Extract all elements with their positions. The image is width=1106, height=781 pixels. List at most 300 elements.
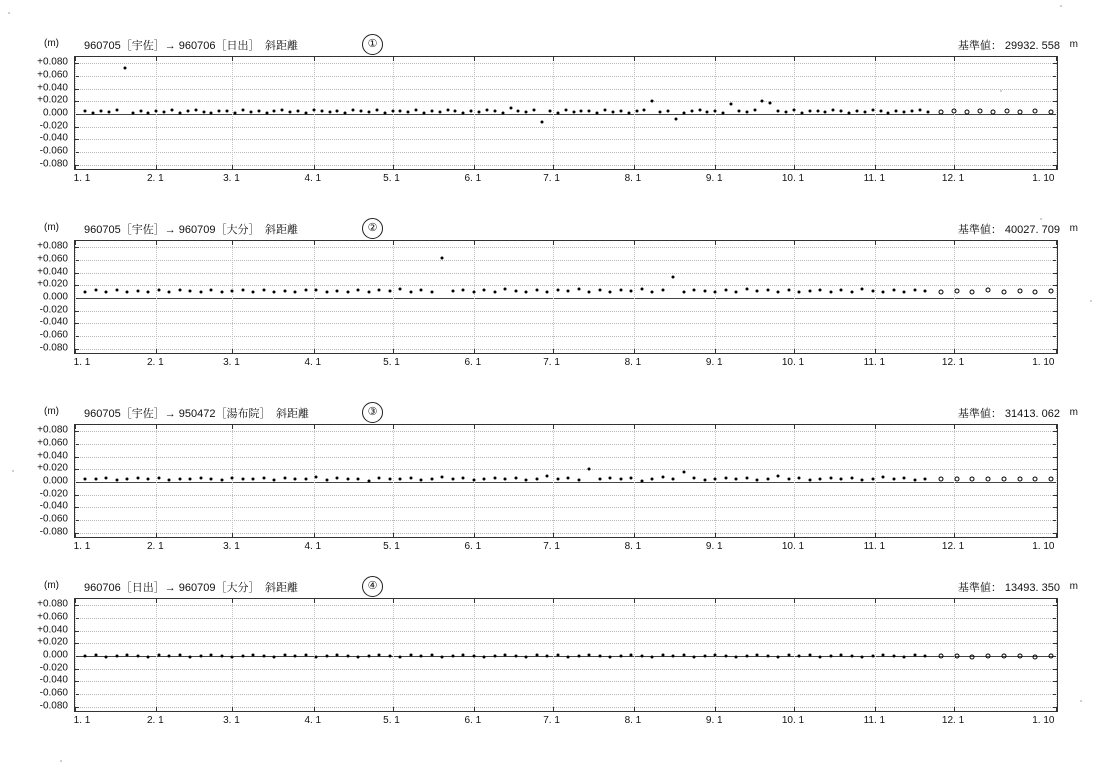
x-tick xyxy=(1056,241,1057,245)
gridline-horizontal xyxy=(75,507,1057,508)
data-point xyxy=(714,109,717,112)
data-point xyxy=(501,111,504,114)
x-tick xyxy=(954,349,955,353)
data-point xyxy=(84,655,87,658)
data-point xyxy=(210,654,213,657)
gridline-horizontal xyxy=(75,457,1057,458)
y-axis-tick-label: +0.080 xyxy=(37,56,68,68)
x-tick xyxy=(75,533,76,537)
scan-artifact xyxy=(60,760,62,762)
data-point xyxy=(816,109,819,112)
data-point xyxy=(168,290,171,293)
x-axis-tick-label: 6. 1 xyxy=(464,357,482,368)
gridline-horizontal xyxy=(75,533,1057,534)
scan-artifact xyxy=(1090,300,1092,302)
data-point xyxy=(682,111,685,114)
plot-frame xyxy=(74,424,1058,538)
data-point xyxy=(360,110,363,113)
gridline-vertical xyxy=(232,241,233,353)
data-point xyxy=(682,290,685,293)
chart-title: 960705［宇佐］→ 950472［湯布院］ 斜距離 xyxy=(84,408,309,420)
data-point xyxy=(493,476,496,479)
data-point xyxy=(535,288,538,291)
data-point xyxy=(92,111,95,114)
scan-artifact xyxy=(8,12,10,14)
data-point xyxy=(105,477,108,480)
data-point xyxy=(157,654,160,657)
x-tick xyxy=(794,349,795,353)
data-point xyxy=(249,111,252,114)
data-point xyxy=(918,109,921,112)
data-point xyxy=(892,289,895,292)
gridline-vertical xyxy=(875,57,876,169)
data-point xyxy=(611,111,614,114)
data-point xyxy=(619,109,622,112)
data-point xyxy=(938,476,943,481)
x-tick xyxy=(715,241,716,245)
data-point xyxy=(147,655,150,658)
data-point xyxy=(609,290,612,293)
data-point xyxy=(619,478,622,481)
data-point xyxy=(913,288,916,291)
data-point xyxy=(661,289,664,292)
y-axis-tick-label: -0.020 xyxy=(39,120,68,132)
data-point xyxy=(1049,477,1054,482)
scan-artifact xyxy=(1040,218,1042,220)
x-tick xyxy=(875,707,876,711)
data-point xyxy=(126,477,129,480)
data-point xyxy=(829,476,832,479)
data-point xyxy=(407,111,410,114)
gridline-vertical xyxy=(715,241,716,353)
data-point xyxy=(792,109,795,112)
x-tick xyxy=(393,349,394,353)
data-point xyxy=(787,478,790,481)
data-point xyxy=(766,288,769,291)
gridline-vertical xyxy=(794,241,795,353)
data-point xyxy=(640,288,643,291)
gridline-vertical xyxy=(634,57,635,169)
gridline-vertical xyxy=(634,425,635,537)
data-point xyxy=(659,111,662,114)
data-point xyxy=(483,289,486,292)
data-point xyxy=(409,477,412,480)
x-tick xyxy=(794,425,795,429)
data-point xyxy=(399,288,402,291)
data-point xyxy=(483,477,486,480)
data-point xyxy=(970,476,975,481)
x-tick xyxy=(156,599,157,603)
data-point xyxy=(388,655,391,658)
plot-area xyxy=(74,598,1058,712)
x-axis-tick-label: 3. 1 xyxy=(223,541,240,552)
data-point xyxy=(315,655,318,658)
unit-label: (m) xyxy=(44,580,59,591)
x-tick xyxy=(875,241,876,245)
data-point xyxy=(325,479,328,482)
unit-label: (m) xyxy=(44,38,59,49)
data-point xyxy=(693,477,696,480)
data-point xyxy=(283,290,286,293)
data-point xyxy=(220,290,223,293)
x-tick xyxy=(954,57,955,61)
gridline-vertical xyxy=(875,425,876,537)
data-point xyxy=(766,477,769,480)
data-point xyxy=(861,479,864,482)
data-point xyxy=(630,654,633,657)
data-point xyxy=(504,288,507,291)
data-point xyxy=(954,654,959,659)
data-point xyxy=(737,110,740,113)
chart-panel xyxy=(0,220,1106,368)
y-axis-labels xyxy=(0,424,72,538)
x-tick xyxy=(314,425,315,429)
gridline-vertical xyxy=(314,425,315,537)
y-axis-tick-label: +0.040 xyxy=(37,82,68,94)
y-axis-tick-label: -0.040 xyxy=(39,674,68,686)
data-point xyxy=(861,288,864,291)
data-point xyxy=(546,475,549,478)
data-point xyxy=(346,291,349,294)
reference-unit: m xyxy=(1069,407,1078,418)
data-point xyxy=(703,655,706,658)
data-point xyxy=(430,477,433,480)
data-point xyxy=(735,655,738,658)
data-point xyxy=(283,654,286,657)
data-point xyxy=(871,290,874,293)
x-axis-tick-label: 9. 1 xyxy=(705,357,723,368)
gridline-horizontal xyxy=(75,336,1057,337)
gridline-vertical xyxy=(393,599,394,711)
x-tick xyxy=(715,425,716,429)
data-point xyxy=(1001,476,1006,481)
x-tick xyxy=(156,425,157,429)
x-tick xyxy=(954,599,955,603)
gridline-horizontal xyxy=(75,605,1057,606)
gridline-horizontal xyxy=(75,495,1057,496)
data-point xyxy=(682,654,685,657)
x-tick xyxy=(634,707,635,711)
data-point xyxy=(698,109,701,112)
x-tick xyxy=(553,241,554,245)
x-tick xyxy=(314,533,315,537)
x-tick xyxy=(1056,165,1057,169)
data-point xyxy=(346,655,349,658)
data-point xyxy=(640,479,643,482)
data-point xyxy=(970,289,975,294)
data-point xyxy=(438,111,441,114)
data-point xyxy=(787,289,790,292)
data-point xyxy=(189,478,192,481)
data-point xyxy=(819,655,822,658)
x-tick xyxy=(553,165,554,169)
y-axis-tick-label: +0.040 xyxy=(37,266,68,278)
reference-unit: m xyxy=(1069,39,1078,50)
data-point xyxy=(231,477,234,480)
data-point xyxy=(879,110,882,113)
data-point xyxy=(808,654,811,657)
data-point xyxy=(525,655,528,658)
data-point xyxy=(189,655,192,658)
chart-index-badge: ② xyxy=(362,218,383,239)
data-point xyxy=(344,111,347,114)
data-point xyxy=(564,109,567,112)
data-point xyxy=(567,477,570,480)
data-point xyxy=(304,654,307,657)
gridline-horizontal xyxy=(75,165,1057,166)
data-point xyxy=(123,67,126,70)
x-tick xyxy=(232,599,233,603)
data-point xyxy=(163,111,166,114)
data-point xyxy=(336,654,339,657)
gridline-vertical xyxy=(75,57,76,169)
y-axis-tick-label: -0.080 xyxy=(39,526,68,538)
data-point xyxy=(714,654,717,657)
gridline-horizontal xyxy=(75,63,1057,64)
gridline-vertical xyxy=(1056,57,1057,169)
gridline-vertical xyxy=(1056,241,1057,353)
x-axis-tick-label: 11. 1 xyxy=(863,357,886,368)
y-axis-tick-label: -0.040 xyxy=(39,132,68,144)
data-point xyxy=(420,289,423,292)
data-point xyxy=(328,111,331,114)
data-point xyxy=(722,111,725,114)
gridline-horizontal xyxy=(75,273,1057,274)
data-point xyxy=(178,288,181,291)
reference-unit: m xyxy=(1069,581,1078,592)
data-point xyxy=(422,111,425,114)
scan-artifact xyxy=(1080,700,1082,702)
data-point xyxy=(220,655,223,658)
data-point xyxy=(483,655,486,658)
data-point xyxy=(824,111,827,114)
data-point xyxy=(1033,476,1038,481)
x-tick xyxy=(75,165,76,169)
x-axis-tick-label: 1. 10 xyxy=(1032,357,1055,368)
x-tick xyxy=(232,165,233,169)
data-point xyxy=(420,479,423,482)
data-point xyxy=(178,111,181,114)
data-point xyxy=(283,477,286,480)
gridline-vertical xyxy=(553,57,554,169)
x-tick xyxy=(232,241,233,245)
gridline-horizontal xyxy=(75,152,1057,153)
data-point xyxy=(430,109,433,112)
gridline-horizontal xyxy=(75,285,1057,286)
data-point xyxy=(800,111,803,114)
data-point xyxy=(472,655,475,658)
x-axis-tick-label: 9. 1 xyxy=(705,173,723,184)
x-tick xyxy=(314,241,315,245)
data-point xyxy=(1004,109,1009,114)
x-tick xyxy=(474,241,475,245)
data-point xyxy=(986,654,991,659)
x-tick xyxy=(75,349,76,353)
data-point xyxy=(136,290,139,293)
data-point xyxy=(651,291,654,294)
data-point xyxy=(168,655,171,658)
x-axis-tick-label: 4. 1 xyxy=(304,715,322,726)
data-point xyxy=(672,276,675,279)
data-point xyxy=(346,478,349,481)
data-point xyxy=(850,290,853,293)
data-point xyxy=(970,654,975,659)
x-tick xyxy=(314,57,315,61)
x-tick xyxy=(954,707,955,711)
data-point xyxy=(938,110,943,115)
data-point xyxy=(84,110,87,113)
data-point xyxy=(94,654,97,657)
gridline-horizontal xyxy=(75,681,1057,682)
gridline-horizontal xyxy=(75,643,1057,644)
x-tick xyxy=(553,533,554,537)
data-point xyxy=(766,655,769,658)
x-axis-tick-label: 5. 1 xyxy=(383,541,400,552)
data-point xyxy=(297,109,300,112)
data-point xyxy=(514,477,517,480)
x-axis-tick-label: 2. 1 xyxy=(147,715,164,726)
data-point xyxy=(651,655,654,658)
data-point xyxy=(210,112,213,115)
data-point xyxy=(514,655,517,658)
data-point xyxy=(714,477,717,480)
data-point xyxy=(882,475,885,478)
gridline-horizontal xyxy=(75,260,1057,261)
data-point xyxy=(986,477,991,482)
data-point xyxy=(640,655,643,658)
gridline-horizontal xyxy=(75,139,1057,140)
data-point xyxy=(525,479,528,482)
data-point xyxy=(706,111,709,114)
x-tick xyxy=(474,533,475,537)
data-point xyxy=(126,654,129,657)
data-point xyxy=(954,477,959,482)
reference-value: 基準値： 29932. 558 xyxy=(957,40,1060,52)
data-point xyxy=(336,109,339,112)
data-point xyxy=(199,291,202,294)
y-axis-tick-label: 0.000 xyxy=(42,475,68,487)
reference-value: 基準値： 40027. 709 xyxy=(957,224,1060,236)
chart-title: 960705［宇佐］→ 960709［大分］ 斜距離 xyxy=(84,224,298,236)
data-point xyxy=(1017,110,1022,115)
data-point xyxy=(105,655,108,658)
x-axis-tick-label: 6. 1 xyxy=(464,173,482,184)
data-point xyxy=(262,655,265,658)
data-point xyxy=(273,479,276,482)
data-point xyxy=(105,291,108,294)
data-point xyxy=(769,102,772,105)
y-axis-tick-label: +0.020 xyxy=(37,94,68,106)
data-point xyxy=(548,110,551,113)
data-point xyxy=(273,290,276,293)
x-tick xyxy=(634,599,635,603)
data-point xyxy=(903,111,906,114)
y-axis-tick-label: 0.000 xyxy=(42,291,68,303)
data-point xyxy=(938,654,943,659)
gridline-horizontal xyxy=(75,349,1057,350)
data-point xyxy=(462,111,465,114)
x-axis-tick-label: 12. 1 xyxy=(941,357,965,368)
x-tick xyxy=(875,425,876,429)
data-point xyxy=(819,477,822,480)
x-tick xyxy=(553,349,554,353)
data-point xyxy=(808,479,811,482)
data-point xyxy=(139,110,142,113)
x-axis-tick-label: 3. 1 xyxy=(223,357,240,368)
x-tick xyxy=(75,57,76,61)
gridline-vertical xyxy=(474,241,475,353)
data-point xyxy=(241,655,244,658)
chart-index-badge: ④ xyxy=(362,576,383,597)
x-axis-labels xyxy=(74,715,1058,729)
data-point xyxy=(871,655,874,658)
data-point xyxy=(745,655,748,658)
x-tick xyxy=(715,165,716,169)
data-point xyxy=(126,290,129,293)
data-point xyxy=(661,654,664,657)
data-point xyxy=(226,110,229,113)
data-point xyxy=(136,476,139,479)
x-tick xyxy=(393,599,394,603)
data-point xyxy=(157,289,160,292)
gridline-vertical xyxy=(314,57,315,169)
x-tick xyxy=(875,57,876,61)
x-tick xyxy=(634,57,635,61)
data-point xyxy=(745,477,748,480)
x-tick xyxy=(474,349,475,353)
y-axis-tick-label: -0.060 xyxy=(39,329,68,341)
gridline-horizontal xyxy=(75,127,1057,128)
data-point xyxy=(848,111,851,114)
data-point xyxy=(938,289,943,294)
x-tick xyxy=(75,707,76,711)
data-point xyxy=(903,290,906,293)
data-point xyxy=(798,655,801,658)
x-tick xyxy=(314,707,315,711)
data-point xyxy=(952,109,957,114)
y-axis-tick-label: +0.080 xyxy=(37,424,68,436)
y-axis-tick-label: -0.020 xyxy=(39,304,68,316)
data-point xyxy=(462,477,465,480)
data-point xyxy=(294,291,297,294)
data-point xyxy=(703,479,706,482)
data-point xyxy=(388,290,391,293)
gridline-horizontal xyxy=(75,431,1057,432)
gridline-horizontal xyxy=(75,76,1057,77)
x-tick xyxy=(314,165,315,169)
data-point xyxy=(693,288,696,291)
y-axis-tick-label: +0.020 xyxy=(37,462,68,474)
x-tick xyxy=(156,707,157,711)
gridline-horizontal xyxy=(75,311,1057,312)
data-point xyxy=(420,655,423,658)
chart-header xyxy=(0,36,1106,56)
x-tick xyxy=(393,241,394,245)
x-axis-tick-label: 1. 10 xyxy=(1032,541,1055,552)
x-tick xyxy=(794,241,795,245)
data-point xyxy=(525,111,528,114)
y-axis-tick-label: -0.060 xyxy=(39,687,68,699)
data-point xyxy=(541,120,544,123)
data-point xyxy=(430,654,433,657)
gridline-vertical xyxy=(553,425,554,537)
data-point xyxy=(241,288,244,291)
y-axis-tick-label: -0.080 xyxy=(39,342,68,354)
x-axis-tick-label: 2. 1 xyxy=(147,541,164,552)
x-tick xyxy=(75,425,76,429)
data-point xyxy=(819,288,822,291)
data-point xyxy=(556,478,559,481)
